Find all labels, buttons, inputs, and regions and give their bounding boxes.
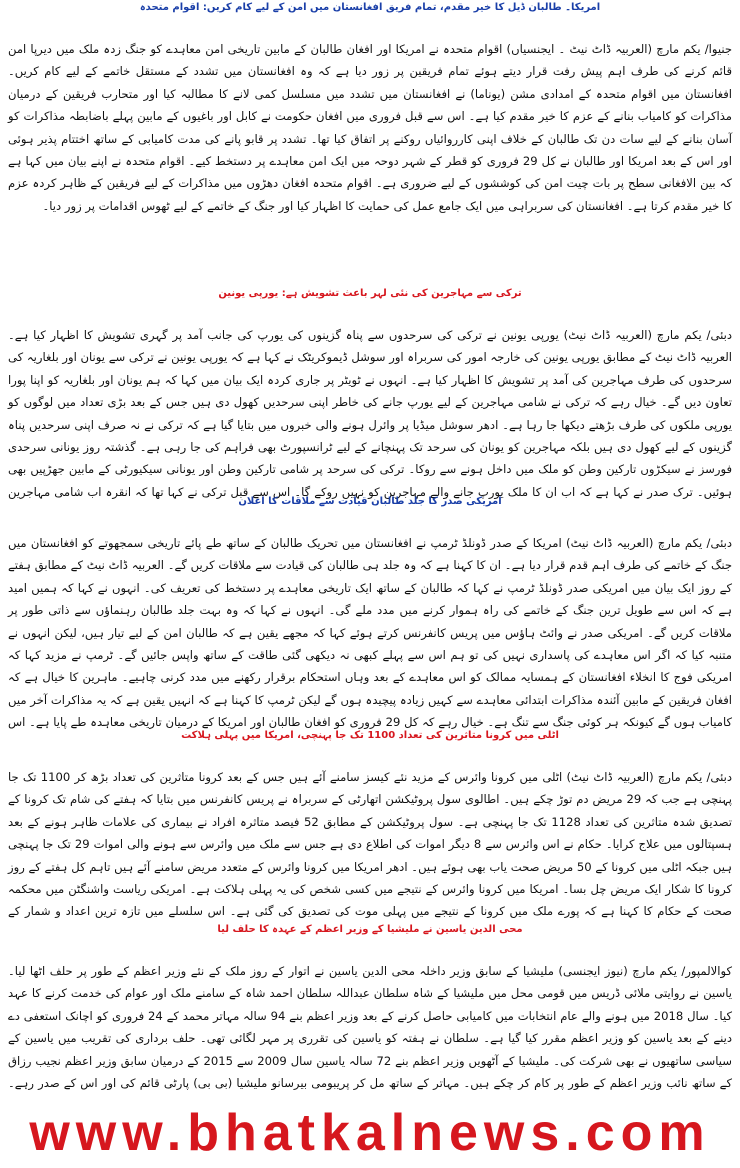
article-3-headline: امریکی صدر کا جلد طالبان قیادت سے ملاقات کا اعلان	[238, 496, 502, 507]
article-1-body	[0, 38, 740, 282]
article-5-headline: محی الدین یاسین نے ملیشیا کے وزیر اعظم کے عہدہ کا حلف لیا	[217, 924, 523, 935]
article-2-body	[0, 324, 740, 502]
site-url[interactable]: www.bhatkalnews.com	[29, 1104, 711, 1162]
article-4-body	[0, 766, 740, 922]
article-4-headline: اٹلی میں کرونا متاثرین کی تعداد 1100 تک جا پہنچی، امریکا میں پہلی ہلاکت	[181, 730, 559, 741]
article-1	[0, 2, 740, 282]
article-4	[0, 730, 740, 922]
article-3-body	[0, 532, 740, 732]
article-1-headline: امریکا۔ طالبان ڈیل کا خیر مقدم، تمام فریق افغانستان میں امن کے لیے کام کریں: اقوام متحدہ	[139, 2, 601, 13]
site-watermark	[0, 1098, 740, 1168]
article-4-text: دبئی/ یکم مارچ (العربیہ ڈاٹ نیٹ) اٹلی میں کرونا وائرس کے مزید نئے کیسز سامنے آئے ہیں جس کے بعد کرونا متاثرین کی تعداد بڑھ کر 1100 تک جا پہنچی ہے جب کہ 29 مریض دم توڑ چکے ہیں۔ اطالوی سول پروٹیکشن اتھارٹی کے سربراہ نے پریس کانفرنس میں بتایا کہ ہفتے کی شام تک کرونا کے تصدیق شدہ متاثرین کی تعداد 1128 تک جا پہنچی ہے۔ سول پروٹیکشن کے مطابق 52 فیصد متاثرہ افراد نے بیماری کی علامات ظاہر ہونے کے بعد ہسپتالوں میں علاج کرایا۔ حکام نے اس وائرس سے 8 دیگر اموات کی اطلاع دی ہے جس سے ملک میں وائرس سے ہونے والی اموات 29 تک جا پہنچی ہیں جبکہ اٹلی میں کرونا کے 50 مریض صحت یاب بھی ہوئے ہیں۔ ادھر امریکا میں کرونا وائرس کے متعدد مریض سامنے آئے ہیں تاہم کل ہفتے کے روز کرونا کا شکار ایک مریض چل بسا۔ امریکا میں کرونا وائرس کے نتیجے میں کسی شخص کی یہ پہلی ہلاکت ہے۔ امریکی ریاست واشنگٹن میں محکمہ صحت کے حکام کا کہنا ہے کہ پورے ملک میں کرونا کے نتیجے میں پہلی موت کی تصدیق کی گئی ہے۔ اس سلسلے میں تازہ ترین اعداد و شمار کے	[8, 770, 732, 919]
article-5-text: کوالالمپور/ یکم مارچ (نیوز ایجنسی) ملیشیا کے سابق وزیر داخلہ محی الدین یاسین نے اتوار کے روز ملک کے نئے وزیر اعظم کے طور پر حلف اٹھا لیا۔ یاسین نے روایتی ملائی ڈریس میں قومی محل میں ملیشیا کے شاہ سلطان عبداللہ سلطان احمد شاہ کے سامنے ملک اور عوام کی خدمت کرنے کا عہد کیا۔ سال 2018 میں ہونے والے عام انتخابات میں کامیابی حاصل کرنے کے بعد وزیر اعظم بنے 94 سالہ مہاتر محمد کے 24 فروری کو اچانک استعفی دے دینے کے بعد یاسین کو وزیر اعظم مقرر کیا گیا ہے۔ سلطان نے ہفتہ کو یاسین کی تقرری پر مہر لگائی تھی۔ حلف برداری کی تقریب میں یاسین کے سیاسی ساتھیوں نے بھی شرکت کی۔ ملیشیا کے آٹھویں وزیر اعظم بنے 72 سالہ یاسین سال 2009 سے 2015 کے درمیان سابق وزیر اعظم نجیب رزاق کے ساتھ نائب وزیر اعظم کے طور پر کام کر چکے ہیں۔ مہاتر کے ساتھ مل کر پریبومی بیرسانو ملیشیا (بی بی) پارٹی قائم کی اور اس کے صدر رہے۔	[8, 964, 732, 1091]
article-3-text: دبئی/ یکم مارچ (العربیہ ڈاٹ نیٹ) امریکا کے صدر ڈونلڈ ٹرمپ نے افغانستان میں تحریک طالبان کے ساتھ طے پائے تاریخی سمجھوتے کو افغانستان میں جنگ کے خاتمے کی طرف اہم قدم قرار دیا ہے۔ ان کا کہنا ہے کہ وہ جلد ہی طالبان کی قیادت سے ملاقات کریں گے۔ العربیہ ڈاٹ نیٹ کے مطابق ہفتے کے روز ایک بیان میں امریکی صدر ڈونلڈ ٹرمپ نے کہا کہ طالبان کے ساتھ ایک تاریخی معاہدے پر دستخط کی تعریف کی۔ انہوں نے کہا کہ ہمیں امید ہے کہ اس سے طویل ترین جنگ کے خاتمے کی راہ ہموار کرنے میں مدد ملے گی۔ انہوں نے کہا کہ وہ بہت جلد طالبان رہنماؤں سے ذاتی طور پر ملاقات کریں گے۔ امریکی صدر نے وائٹ ہاؤس میں پریس کانفرنس کرتے ہوئے کہا کہ مجھے یقین ہے کہ طالبان امن کے لیے تیار ہیں، لیکن انہوں نے متنبہ کیا کہ اگر اس معاہدے کی پاسداری نہیں کی تو ہم اس سے پہلے کبھی نہ دیکھی گئی طاقت کے ساتھ واپس جائیں گے۔ ٹرمپ نے مزید کہا کہ امریکی فوج کا انخلاء افغانستان کے ہمسایہ ممالک کو اس معاہدے کے بعد وہاں استحکام برقرار رکھنے میں مدد کرنی چاہیے۔ ماہرین کا خیال ہے کہ افغان فریقین کے مابین آئندہ مذاکرات ابتدائی معاہدے سے کہیں زیادہ پیچیدہ ہوں گے لیکن ٹرمپ کا کہنا ہے کہ انہیں یقین ہے کہ یہ مذاکرات آخر میں کامیاب ہوں گے کیونکہ ہر کوئی جنگ سے تنگ ہے۔ خیال رہے کہ کل 29 فروری کو افغان طالبان اور امریکا کے درمیان تاریخی معاہدہ طے پایا ہے۔ اس	[8, 536, 732, 730]
article-2-text: دبئی/ یکم مارچ (العربیہ ڈاٹ نیٹ) یورپی یونین نے ترکی کی سرحدوں سے پناہ گزینوں کی یورپ کی جانب آمد پر گہری تشویش کا اظہار کیا ہے۔ العربیہ ڈاٹ نیٹ کے مطابق یورپی یونین کی خارجہ امور کی سربراہ اور سوشل ڈیموکریٹک نے کہا ہے کہ یورپی یونین نے ترکی سے یونان اور بلغاریہ کی سرحدوں کی طرف مہاجرین کی آمد پر تشویش کا اظہار کیا ہے۔ انہوں نے ٹویٹر پر جاری کردہ ایک بیان میں کہا کہ ہم یونان اور بلغاریہ کو اپنا پورا تعاون دیں گے۔ خیال رہے کہ ترکی نے شامی مہاجرین کے لیے یورپ جانے کی خاطر اپنی سرحدیں کھول دی ہیں جس کے بعد بڑی تعداد میں لوگوں کو یورپی ملکوں کی طرف بڑھتے دیکھا جا رہا ہے۔ ادھر سوشل میڈیا پر وائرل ہونے والی خبروں میں بتایا گیا ہے کہ ترکی نے نہ صرف اپنی سرحدیں پناہ گزینوں کے لیے کھول دی ہیں بلکہ مہاجرین کو یونان کی سرحد تک پہنچانے کے لیے ٹرانسپورٹ بھی فراہم کی جا رہی ہے۔ گذشتہ روز یونانی سرحدی فورسز نے سیکڑوں تارکین وطن کو ملک میں داخل ہونے سے روکا۔ ترکی کی سرحد پر شامی تارکین وطن اور یونانی سیکیورٹی کے مابین جھڑپیں بھی ہوئیں۔ ترک صدر نے کہا ہے کہ اب ان کا ملک یورپ جانے والے مہاجرین کو نہیں روکے گا۔ اس سے قبل ترکی نے کہا تھا کہ انقرہ اب شامی مہاجرین	[8, 328, 732, 499]
article-5-body	[0, 960, 740, 1094]
article-5	[0, 924, 740, 1094]
article-2-headline: ترکی سے مہاجرین کی نئی لہر باعث تشویش ہے: یورپی یونین	[218, 288, 522, 299]
article-2	[0, 288, 740, 502]
article-3	[0, 496, 740, 732]
article-1-text: جنیوا/ یکم مارچ (العربیہ ڈاٹ نیٹ ۔ ایجنسیاں) اقوام متحدہ نے امریکا اور افغان طالبان کے مابین تاریخی امن معاہدے کو جنگ زدہ ملک میں دیرپا امن قائم کرنے کی طرف اہم پیش رفت قرار دیتے ہوئے تمام فریقین پر زور دیا ہے کہ وہ افغانستان میں تشدد کے مستقل خاتمے کے لیے کام کریں۔ افغانستان میں اقوام متحدہ کے امدادی مشن (یوناما) نے افغانستان میں تشدد میں مسلسل کمی لانے کا مطالبہ کیا اور متحارب فریقین کے درمیان مذاکرات کو کامیاب بنانے کے عزم کا خیر مقدم کیا ہے۔ اس سے قبل فروری میں افغان حکومت نے کابل اور باغیوں کے مابین پہلے باضابطہ مذاکرات کو آسان بنانے کے لیے سات دن تک طالبان کے خلاف اپنی کارروائیاں روکنے پر اتفاق کیا تھا۔ تشدد پر قابو پانے کی مدت کامیابی کے ساتھ اختتام پذیر ہوئی اور اس کے بعد امریکا اور طالبان نے کل 29 فروری کو قطر کے شہر دوحہ میں ایک امن معاہدے پر دستخط کیے۔ اقوام متحدہ نے اپنے بیان میں کہا ہے کہ بین الافغانی سطح پر بات چیت امن کی کوششوں کے لیے ضروری ہے۔ اقوام متحدہ افغان دھڑوں میں مذاکرات کے لیے فریقین کے ظاہر کردہ عزم کا خیر مقدم کرتا ہے۔ افغانستان کی سربراہی میں ایک جامع عمل کی حمایت کا اظہار کیا اور جنگ کے خاتمے کے لیے ٹھوس اقدامات پر زور دیا۔	[8, 42, 732, 213]
